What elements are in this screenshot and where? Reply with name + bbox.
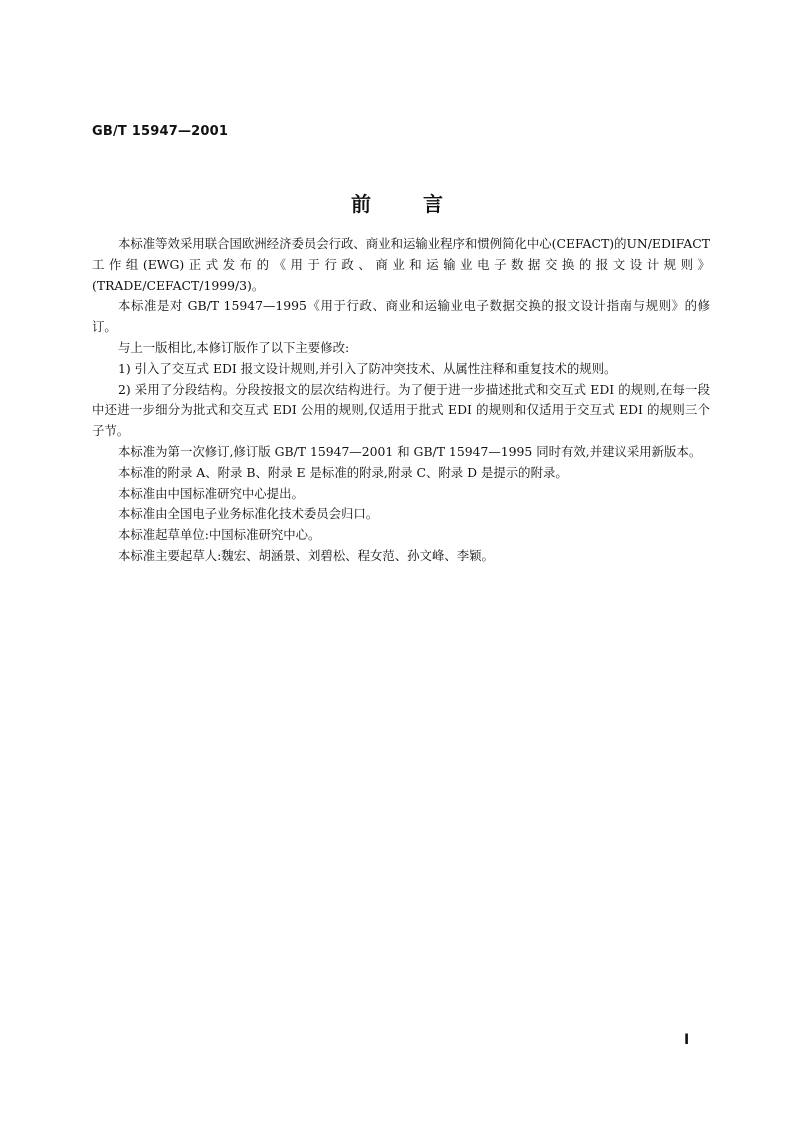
foreword-body: [92, 234, 710, 567]
standard-number: GB/T 15947—2001: [92, 124, 229, 139]
paragraph-drafters: 本标准主要起草人:魏宏、胡涵景、刘碧松、程女范、孙文峰、李颖。: [118, 547, 494, 563]
page-title: 前言: [351, 192, 495, 216]
paragraph-validity: 本标准为第一次修订,修订版 GB/T 15947—2001 和 GB/T 15947—1995 同时有效,并建议采用新版本。: [118, 443, 702, 459]
paragraph-change-2: 2) 采用了分段结构。分段按报文的层次结构进行。为了便于进一步描述批式和交互式 EDI 的规则,在每一段中还进一步细分为批式和交互式 EDI 公用的规则,仅适用于批式 EDI 的规则和仅适用于交互式 EDI 的规则三个子节。: [92, 381, 710, 439]
paragraph-committee: 本标准由全国电子业务标准化技术委员会归口。: [118, 506, 379, 522]
paragraph-drafting-unit: 本标准起草单位:中国标准研究中心。: [118, 527, 321, 543]
paragraph-changes-intro: 与上一版相比,本修订版作了以下主要修改:: [118, 339, 350, 355]
paragraph-change-1: 1) 引入了交互式 EDI 报文设计规则,并引入了防冲突技术、从属性注释和重复技术的规则。: [118, 360, 617, 376]
paragraph-adoption: 本标准等效采用联合国欧洲经济委员会行政、商业和运输业程序和惯例简化中心(CEFACT)的UN/EDIFACT 工作组(EWG)正式发布的《用于行政、商业和运输业电子数据交换的报文设计规则》(TRADE/CEFACT/1999/3)。: [92, 236, 711, 293]
page-number: I: [684, 1032, 690, 1048]
paragraph-revision: 本标准是对 GB/T 15947—1995《用于行政、商业和运输业电子数据交换的报文设计指南与规则》的修订。: [92, 298, 710, 335]
paragraph-appendices: 本标准的附录 A、附录 B、附录 E 是标准的附录,附录 C、附录 D 是提示的附录。: [118, 464, 568, 480]
paragraph-proposer: 本标准由中国标准研究中心提出。: [118, 485, 304, 501]
